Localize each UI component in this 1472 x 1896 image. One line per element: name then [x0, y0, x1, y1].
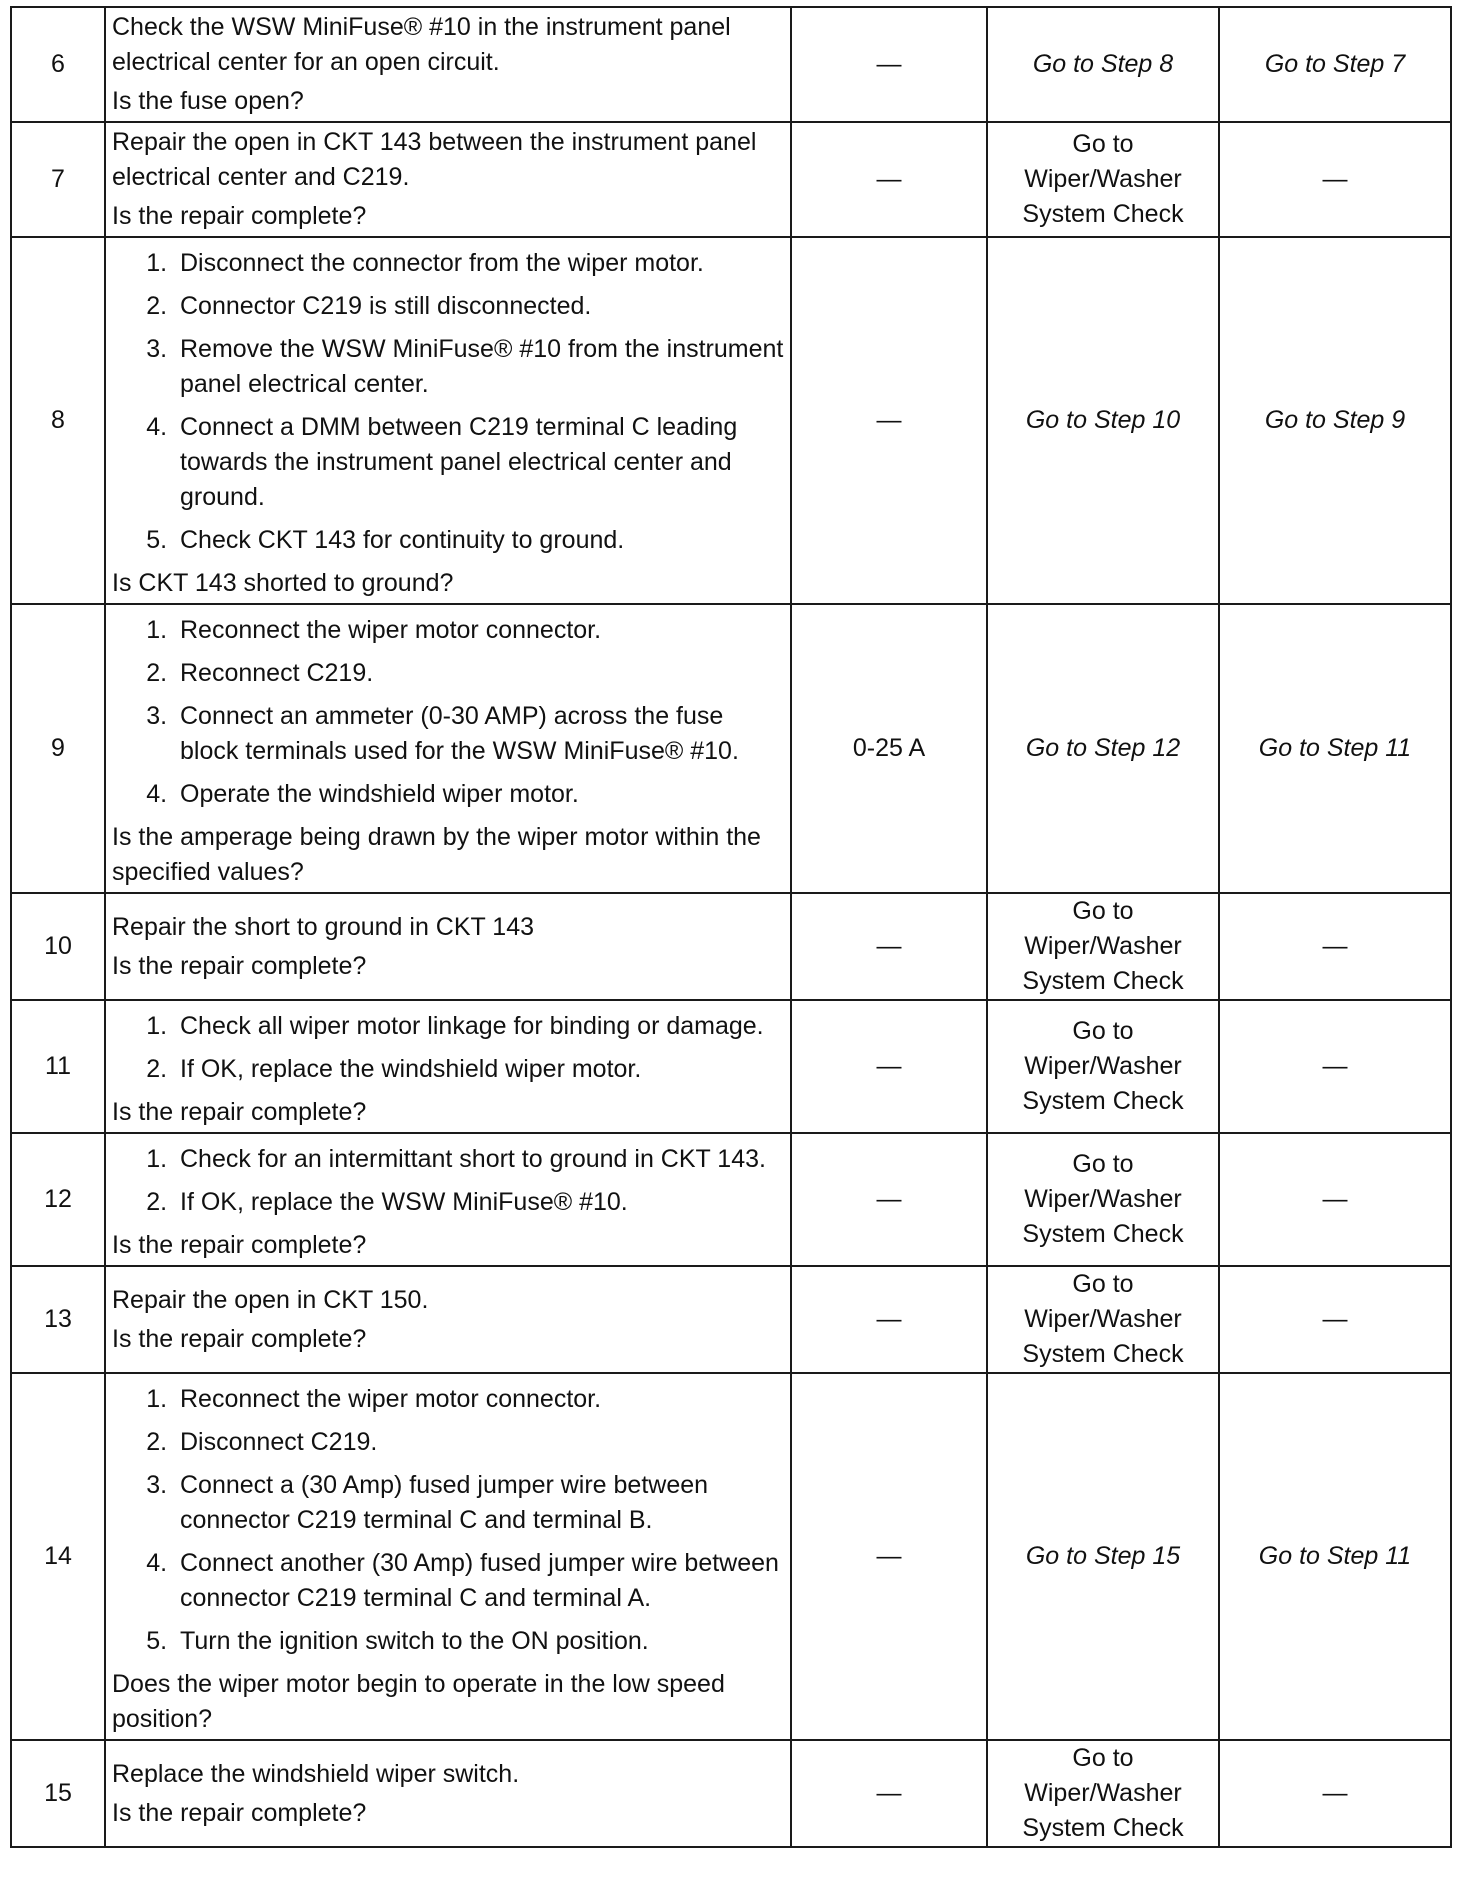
- list-item: 1. Check all wiper motor linkage for binding or damage.: [174, 1005, 784, 1048]
- diagnostic-table: [10, 6, 1452, 1848]
- no-cell: —: [1219, 122, 1451, 237]
- table-row: [11, 604, 1451, 893]
- table-row: [11, 1133, 1451, 1266]
- question-text: Does the wiper motor begin to operate in the low speed position?: [112, 1670, 725, 1733]
- value-cell: 0-25 A: [791, 604, 987, 893]
- no-cell: Go to Step 11: [1219, 1373, 1451, 1740]
- action-cell: [105, 1266, 791, 1373]
- list-item: 1. Reconnect the wiper motor connector.: [174, 1378, 784, 1421]
- action-cell: [105, 893, 791, 1000]
- action-cell: [105, 1373, 791, 1740]
- action-text: Check the WSW MiniFuse® #10 in the instrument panel electrical center for an open circuit.: [112, 13, 731, 76]
- value-cell: —: [791, 122, 987, 237]
- no-cell: Go to Step 9: [1219, 237, 1451, 604]
- question-text: Is the repair complete?: [112, 1324, 367, 1353]
- table-row: [11, 1740, 1451, 1847]
- question-text: Is the repair complete?: [112, 1098, 367, 1126]
- no-cell: —: [1219, 1000, 1451, 1133]
- step-number: 15: [11, 1740, 105, 1847]
- table-row: [11, 1000, 1451, 1133]
- action-step-list: [112, 242, 784, 562]
- list-item: 5. Check CKT 143 for continuity to ground.: [174, 519, 784, 562]
- list-item: 1. Disconnect the connector from the wiper motor.: [174, 242, 784, 285]
- no-cell: —: [1219, 1740, 1451, 1847]
- list-item: 2. Connector C219 is still disconnected.: [174, 285, 784, 328]
- table-row: [11, 1266, 1451, 1373]
- diagnostic-table-body: [11, 7, 1451, 1847]
- step-number: 7: [11, 122, 105, 237]
- no-cell: Go to Step 7: [1219, 7, 1451, 122]
- step-number: 9: [11, 604, 105, 893]
- list-item: 5. Turn the ignition switch to the ON position.: [174, 1620, 784, 1663]
- value-cell: —: [791, 1000, 987, 1133]
- step-number: 12: [11, 1133, 105, 1266]
- value-cell: —: [791, 893, 987, 1000]
- value-cell: —: [791, 1740, 987, 1847]
- list-item: 3. Connect an ammeter (0-30 AMP) across the fuse block terminals used for the WSW MiniFuse® #10.: [174, 695, 784, 773]
- action-step-list: [112, 1378, 784, 1663]
- step-number: 13: [11, 1266, 105, 1373]
- no-cell: Go to Step 11: [1219, 604, 1451, 893]
- question-text: Is the amperage being drawn by the wiper motor within the specified values?: [112, 823, 761, 886]
- yes-cell: Go to Wiper/Washer System Check: [987, 122, 1219, 237]
- question-text: Is the fuse open?: [112, 87, 304, 115]
- question-text: Is the repair complete?: [112, 202, 367, 230]
- step-number: 14: [11, 1373, 105, 1740]
- value-cell: —: [791, 1133, 987, 1266]
- no-cell: —: [1219, 893, 1451, 1000]
- list-item: 3. Remove the WSW MiniFuse® #10 from the instrument panel electrical center.: [174, 328, 784, 406]
- action-text: Replace the windshield wiper switch.: [112, 1759, 520, 1788]
- action-step-list: [112, 1005, 784, 1091]
- yes-cell: Go to Step 12: [987, 604, 1219, 893]
- list-item: 2. Reconnect C219.: [174, 652, 784, 695]
- step-number: 8: [11, 237, 105, 604]
- table-row: [11, 237, 1451, 604]
- table-row: [11, 1373, 1451, 1740]
- list-item: 2. Disconnect C219.: [174, 1421, 784, 1464]
- yes-cell: Go to Wiper/Washer System Check: [987, 1133, 1219, 1266]
- list-item: 4. Connect a DMM between C219 terminal C leading towards the instrument panel electrical center and ground.: [174, 406, 784, 519]
- list-item: 1. Reconnect the wiper motor connector.: [174, 609, 784, 652]
- list-item: 2. If OK, replace the windshield wiper motor.: [174, 1048, 784, 1091]
- yes-cell: Go to Step 15: [987, 1373, 1219, 1740]
- action-cell: [105, 1000, 791, 1133]
- yes-cell: Go to Wiper/Washer System Check: [987, 893, 1219, 1000]
- list-item: 4. Operate the windshield wiper motor.: [174, 773, 784, 816]
- question-text: Is the repair complete?: [112, 1798, 367, 1827]
- action-cell: [105, 122, 791, 237]
- value-cell: —: [791, 1266, 987, 1373]
- action-text: Repair the short to ground in CKT 143: [112, 912, 535, 941]
- table-row: [11, 7, 1451, 122]
- table-row: [11, 122, 1451, 237]
- step-number: 10: [11, 893, 105, 1000]
- action-cell: [105, 1133, 791, 1266]
- yes-cell: Go to Step 8: [987, 7, 1219, 122]
- no-cell: —: [1219, 1266, 1451, 1373]
- action-text: Repair the open in CKT 143 between the instrument panel electrical center and C219.: [112, 128, 757, 191]
- action-cell: [105, 7, 791, 122]
- yes-cell: Go to Wiper/Washer System Check: [987, 1266, 1219, 1373]
- list-item: 3. Connect a (30 Amp) fused jumper wire between connector C219 terminal C and terminal B.: [174, 1464, 784, 1542]
- list-item: 1. Check for an intermittant short to ground in CKT 143.: [174, 1138, 784, 1181]
- action-step-list: [112, 1138, 784, 1224]
- question-text: Is CKT 143 shorted to ground?: [112, 569, 454, 597]
- yes-cell: Go to Step 10: [987, 237, 1219, 604]
- no-cell: —: [1219, 1133, 1451, 1266]
- value-cell: —: [791, 237, 987, 604]
- action-step-list: [112, 609, 784, 816]
- list-item: 4. Connect another (30 Amp) fused jumper wire between connector C219 terminal C and terminal A.: [174, 1542, 784, 1620]
- list-item: 2. If OK, replace the WSW MiniFuse® #10.: [174, 1181, 784, 1224]
- action-text: Repair the open in CKT 150.: [112, 1285, 429, 1314]
- question-text: Is the repair complete?: [112, 1231, 367, 1259]
- step-number: 11: [11, 1000, 105, 1133]
- step-number: 6: [11, 7, 105, 122]
- yes-cell: Go to Wiper/Washer System Check: [987, 1740, 1219, 1847]
- action-cell: [105, 1740, 791, 1847]
- yes-cell: Go to Wiper/Washer System Check: [987, 1000, 1219, 1133]
- value-cell: —: [791, 1373, 987, 1740]
- value-cell: —: [791, 7, 987, 122]
- question-text: Is the repair complete?: [112, 951, 367, 980]
- action-cell: [105, 237, 791, 604]
- action-cell: [105, 604, 791, 893]
- table-row: [11, 893, 1451, 1000]
